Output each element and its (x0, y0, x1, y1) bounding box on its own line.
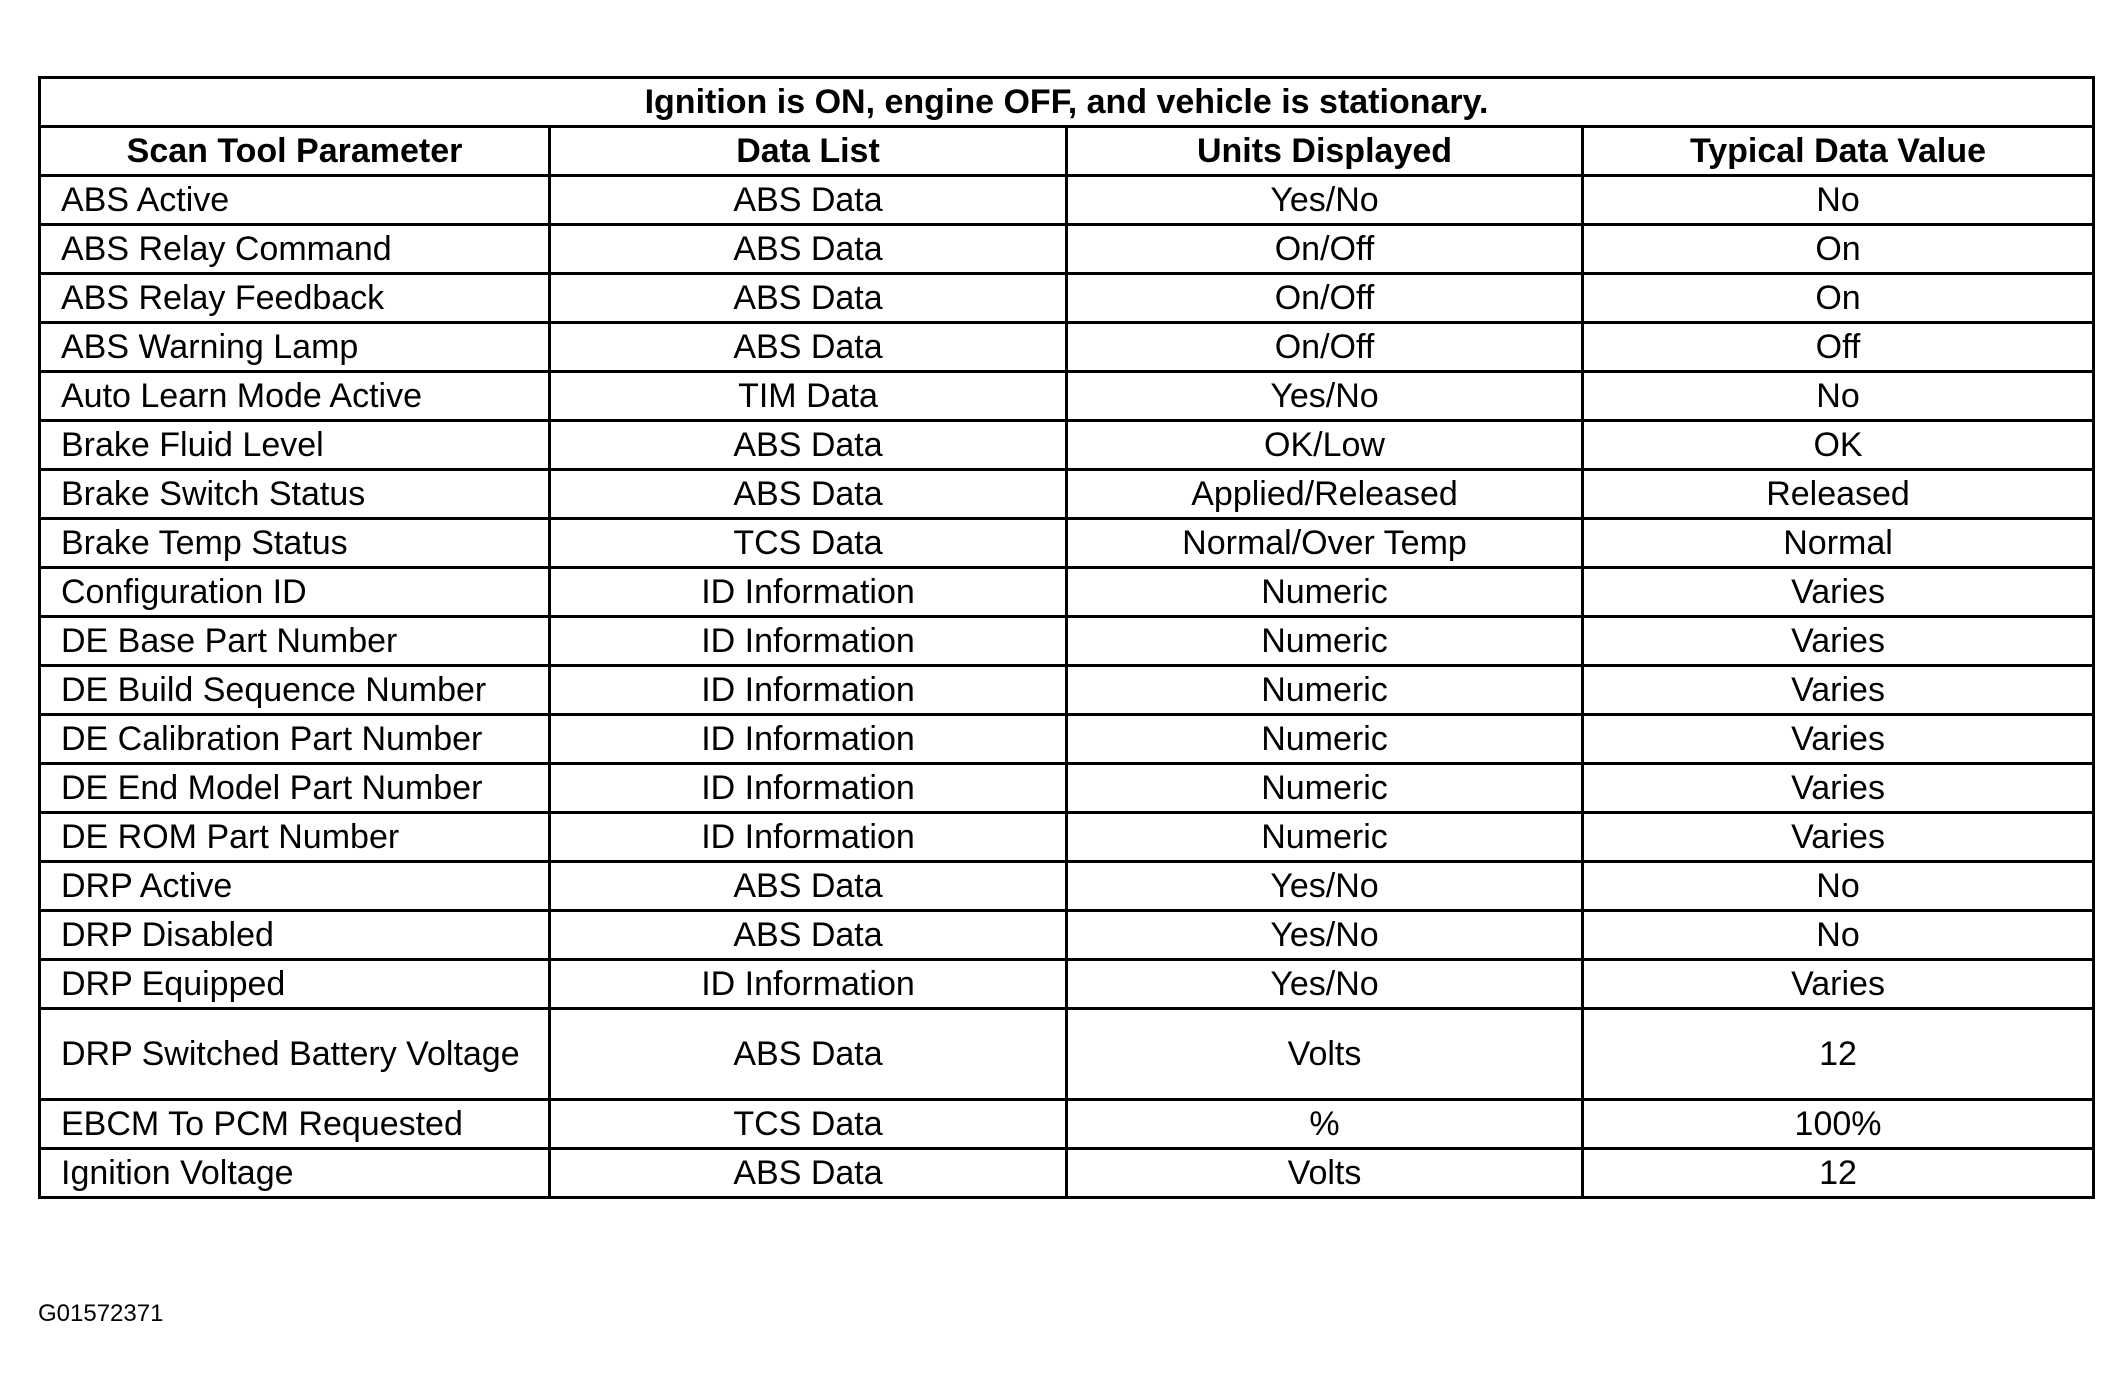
cell-typical-value: On (1583, 274, 2094, 323)
cell-typical-value: Off (1583, 323, 2094, 372)
table-row (40, 1100, 2094, 1149)
table-caption: Ignition is ON, engine OFF, and vehicle is stationary. (40, 78, 2094, 127)
cell-parameter: Brake Switch Status (40, 470, 550, 519)
cell-data-list: ID Information (550, 813, 1067, 862)
table-row (40, 960, 2094, 1009)
cell-data-list: TCS Data (550, 1100, 1067, 1149)
table-row (40, 862, 2094, 911)
column-header-typical-data-value: Typical Data Value (1583, 127, 2094, 176)
cell-data-list: ABS Data (550, 274, 1067, 323)
cell-units: Numeric (1067, 715, 1583, 764)
cell-parameter: DRP Disabled (40, 911, 550, 960)
cell-data-list: ID Information (550, 617, 1067, 666)
table-row (40, 911, 2094, 960)
table-row (40, 764, 2094, 813)
cell-units: Volts (1067, 1009, 1583, 1100)
cell-typical-value: On (1583, 225, 2094, 274)
column-header-scan-tool-parameter: Scan Tool Parameter (40, 127, 550, 176)
cell-data-list: ABS Data (550, 1149, 1067, 1198)
table-header-row (40, 127, 2094, 176)
cell-parameter: DE ROM Part Number (40, 813, 550, 862)
cell-typical-value: OK (1583, 421, 2094, 470)
cell-data-list: ABS Data (550, 862, 1067, 911)
table-row (40, 372, 2094, 421)
cell-data-list: ID Information (550, 666, 1067, 715)
table-row (40, 1149, 2094, 1198)
cell-typical-value: No (1583, 911, 2094, 960)
cell-units: Yes/No (1067, 960, 1583, 1009)
cell-units: On/Off (1067, 274, 1583, 323)
cell-typical-value: No (1583, 176, 2094, 225)
cell-typical-value: Varies (1583, 764, 2094, 813)
cell-data-list: TIM Data (550, 372, 1067, 421)
cell-units: On/Off (1067, 225, 1583, 274)
table-row (40, 323, 2094, 372)
cell-typical-value: Normal (1583, 519, 2094, 568)
cell-units: Numeric (1067, 813, 1583, 862)
cell-units: Numeric (1067, 764, 1583, 813)
cell-typical-value: Varies (1583, 960, 2094, 1009)
cell-units: On/Off (1067, 323, 1583, 372)
cell-parameter: DRP Switched Battery Voltage (40, 1009, 550, 1100)
cell-units: Applied/Released (1067, 470, 1583, 519)
cell-units: Numeric (1067, 568, 1583, 617)
cell-parameter: DE Calibration Part Number (40, 715, 550, 764)
cell-units: Yes/No (1067, 862, 1583, 911)
cell-data-list: ABS Data (550, 1009, 1067, 1100)
cell-typical-value: Varies (1583, 617, 2094, 666)
table-row (40, 470, 2094, 519)
cell-units: Numeric (1067, 666, 1583, 715)
cell-parameter: DE Base Part Number (40, 617, 550, 666)
cell-units: Yes/No (1067, 911, 1583, 960)
cell-parameter: Brake Temp Status (40, 519, 550, 568)
cell-units: Numeric (1067, 617, 1583, 666)
cell-data-list: TCS Data (550, 519, 1067, 568)
scan-tool-data-table (38, 76, 2095, 1199)
table-row (40, 715, 2094, 764)
cell-units: OK/Low (1067, 421, 1583, 470)
column-header-data-list: Data List (550, 127, 1067, 176)
table-caption-row (40, 78, 2094, 127)
cell-units: Yes/No (1067, 176, 1583, 225)
table-row (40, 225, 2094, 274)
figure-id-label: G01572371 (38, 1300, 164, 1327)
cell-typical-value: Varies (1583, 666, 2094, 715)
column-header-units-displayed: Units Displayed (1067, 127, 1583, 176)
cell-typical-value: No (1583, 862, 2094, 911)
cell-parameter: Auto Learn Mode Active (40, 372, 550, 421)
cell-units: % (1067, 1100, 1583, 1149)
table-row (40, 274, 2094, 323)
table-row (40, 421, 2094, 470)
cell-typical-value: No (1583, 372, 2094, 421)
cell-parameter: EBCM To PCM Requested (40, 1100, 550, 1149)
table-row (40, 568, 2094, 617)
cell-typical-value: Varies (1583, 715, 2094, 764)
cell-parameter: ABS Active (40, 176, 550, 225)
cell-typical-value: 100% (1583, 1100, 2094, 1149)
cell-parameter: ABS Warning Lamp (40, 323, 550, 372)
cell-data-list: ID Information (550, 568, 1067, 617)
cell-typical-value: 12 (1583, 1009, 2094, 1100)
table-row (40, 666, 2094, 715)
cell-parameter: Ignition Voltage (40, 1149, 550, 1198)
cell-units: Volts (1067, 1149, 1583, 1198)
cell-data-list: ID Information (550, 764, 1067, 813)
cell-parameter: Configuration ID (40, 568, 550, 617)
cell-typical-value: 12 (1583, 1149, 2094, 1198)
cell-typical-value: Varies (1583, 568, 2094, 617)
cell-typical-value: Varies (1583, 813, 2094, 862)
cell-data-list: ABS Data (550, 176, 1067, 225)
cell-parameter: Brake Fluid Level (40, 421, 550, 470)
cell-units: Normal/Over Temp (1067, 519, 1583, 568)
table-row (40, 176, 2094, 225)
table-row (40, 1009, 2094, 1100)
cell-typical-value: Released (1583, 470, 2094, 519)
cell-data-list: ID Information (550, 715, 1067, 764)
cell-parameter: DRP Active (40, 862, 550, 911)
cell-data-list: ABS Data (550, 911, 1067, 960)
cell-parameter: ABS Relay Command (40, 225, 550, 274)
table-row (40, 813, 2094, 862)
table-row (40, 617, 2094, 666)
cell-data-list: ABS Data (550, 323, 1067, 372)
cell-parameter: DRP Equipped (40, 960, 550, 1009)
cell-data-list: ABS Data (550, 470, 1067, 519)
cell-data-list: ABS Data (550, 421, 1067, 470)
cell-parameter: ABS Relay Feedback (40, 274, 550, 323)
cell-parameter: DE End Model Part Number (40, 764, 550, 813)
cell-parameter: DE Build Sequence Number (40, 666, 550, 715)
cell-data-list: ID Information (550, 960, 1067, 1009)
table-row (40, 519, 2094, 568)
cell-units: Yes/No (1067, 372, 1583, 421)
cell-data-list: ABS Data (550, 225, 1067, 274)
